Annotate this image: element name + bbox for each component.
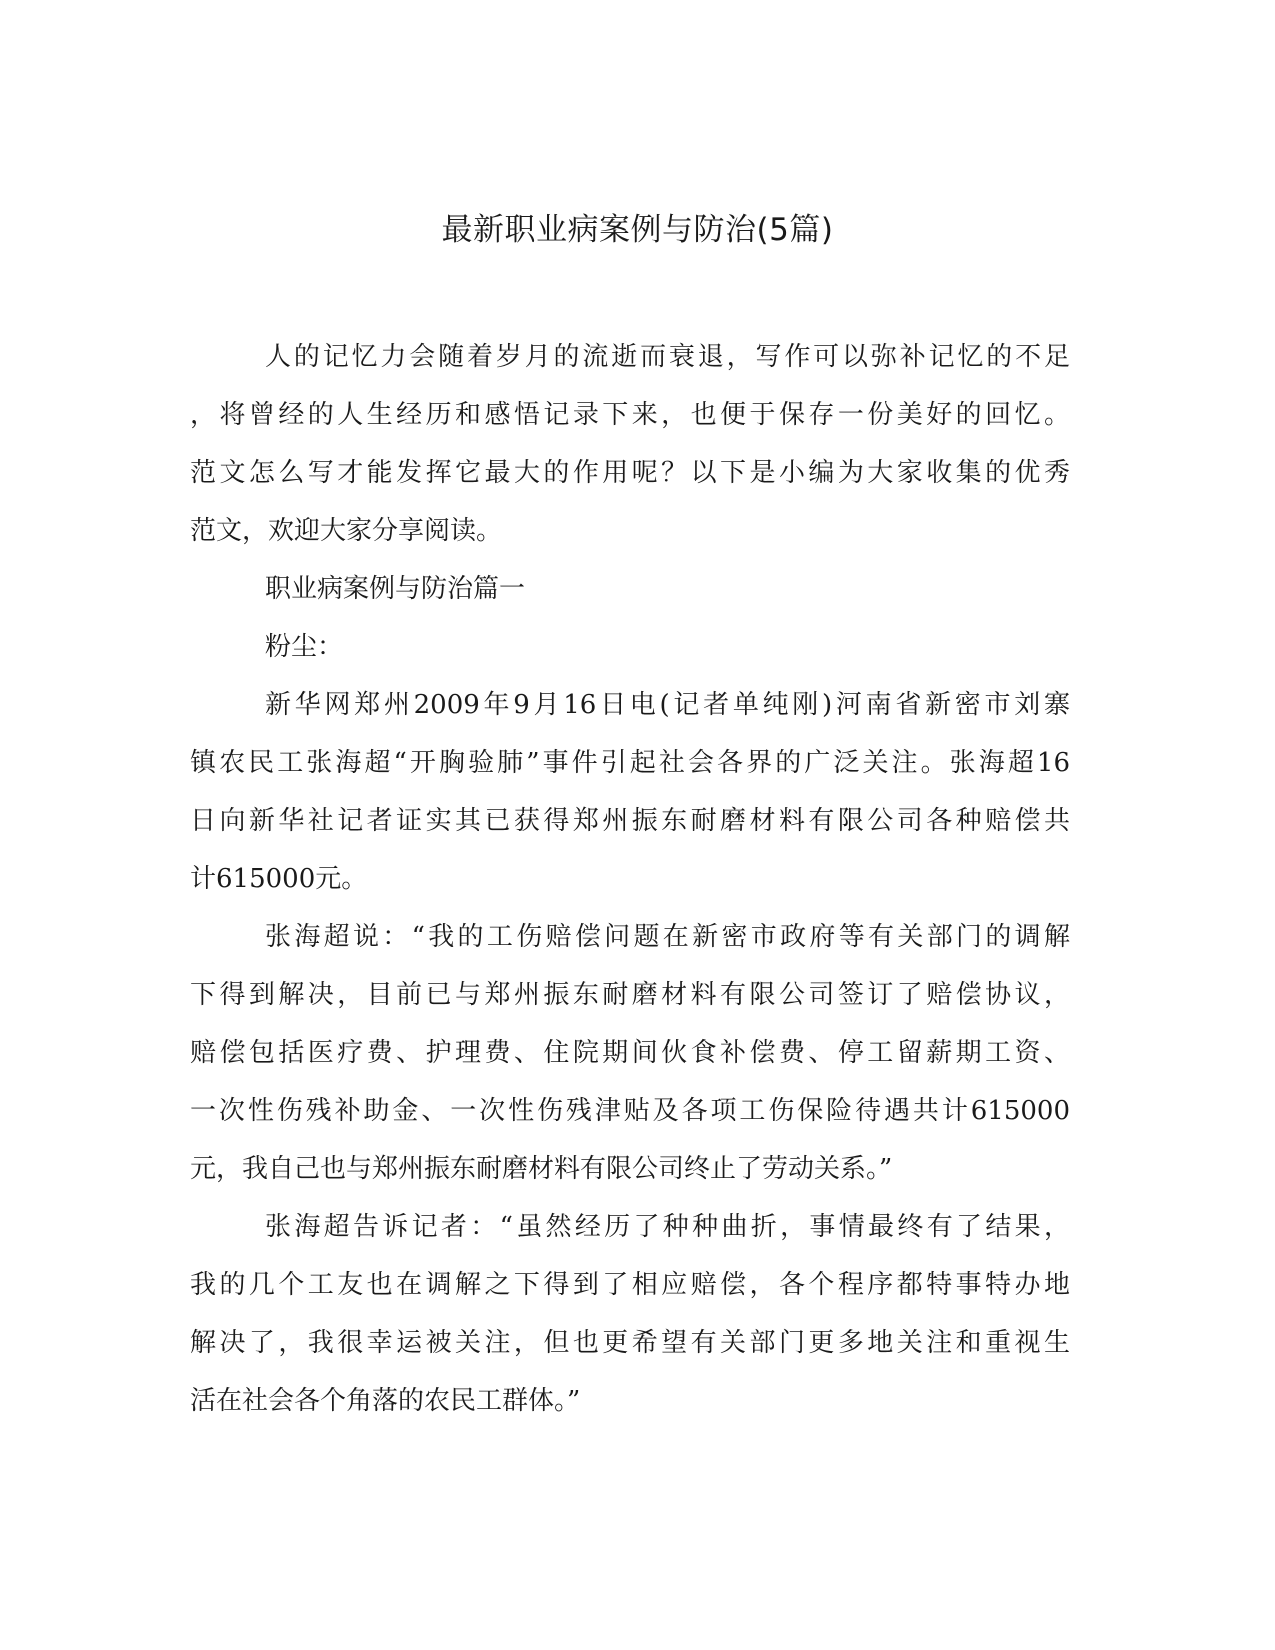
text-line: 赔偿包括医疗费、护理费、住院期间伙食补偿费、停工留薪期工资、 [190,1038,1070,1068]
document-body [190,328,1070,1430]
text-line: 元，我自己也与郑州振东耐磨材料有限公司终止了劳动关系。” [190,1154,893,1184]
document-title: 最新职业病案例与防治(5篇) [441,212,834,248]
paragraph [190,560,1070,618]
text-line: 粉尘： [265,632,344,662]
paragraph [190,908,1070,1198]
text-line: 人的记忆力会随着岁月的流逝而衰退，写作可以弥补记忆的不足 [265,342,1070,372]
paragraph [190,328,1070,560]
text-line: 解决了，我很幸运被关注，但也更希望有关部门更多地关注和重视生 [190,1328,1070,1358]
text-line: ，将曾经的人生经历和感悟记录下来，也便于保存一份美好的回忆。 [190,400,1070,430]
text-line: 一次性伤残补助金、一次性伤残津贴及各项工伤保险待遇共计615000 [190,1096,1070,1126]
text-line: 我的几个工友也在调解之下得到了相应赔偿，各个程序都特事特办地 [190,1270,1070,1300]
paragraph [190,676,1070,908]
text-line: 镇农民工张海超“开胸验肺”事件引起社会各界的广泛关注。张海超16 [190,748,1070,778]
text-line: 职业病案例与防治篇一 [265,574,526,604]
text-line: 张海超告诉记者：“虽然经历了种种曲折，事情最终有了结果， [265,1212,1070,1242]
text-line: 活在社会各个角落的农民工群体。” [190,1386,581,1416]
text-line: 范文怎么写才能发挥它最大的作用呢？以下是小编为大家收集的优秀 [190,458,1070,488]
text-line: 张海超说：“我的工伤赔偿问题在新密市政府等有关部门的调解 [265,922,1070,952]
text-line: 计615000元。 [190,864,368,894]
text-line: 范文，欢迎大家分享阅读。 [190,516,503,546]
paragraph [190,618,1070,676]
paragraph [190,1198,1070,1430]
text-line: 下得到解决，目前已与郑州振东耐磨材料有限公司签订了赔偿协议， [190,980,1070,1010]
text-line: 日向新华社记者证实其已获得郑州振东耐磨材料有限公司各种赔偿共 [190,806,1070,836]
text-line: 新华网郑州2009年9月16日电(记者单纯刚)河南省新密市刘寨 [265,690,1070,720]
